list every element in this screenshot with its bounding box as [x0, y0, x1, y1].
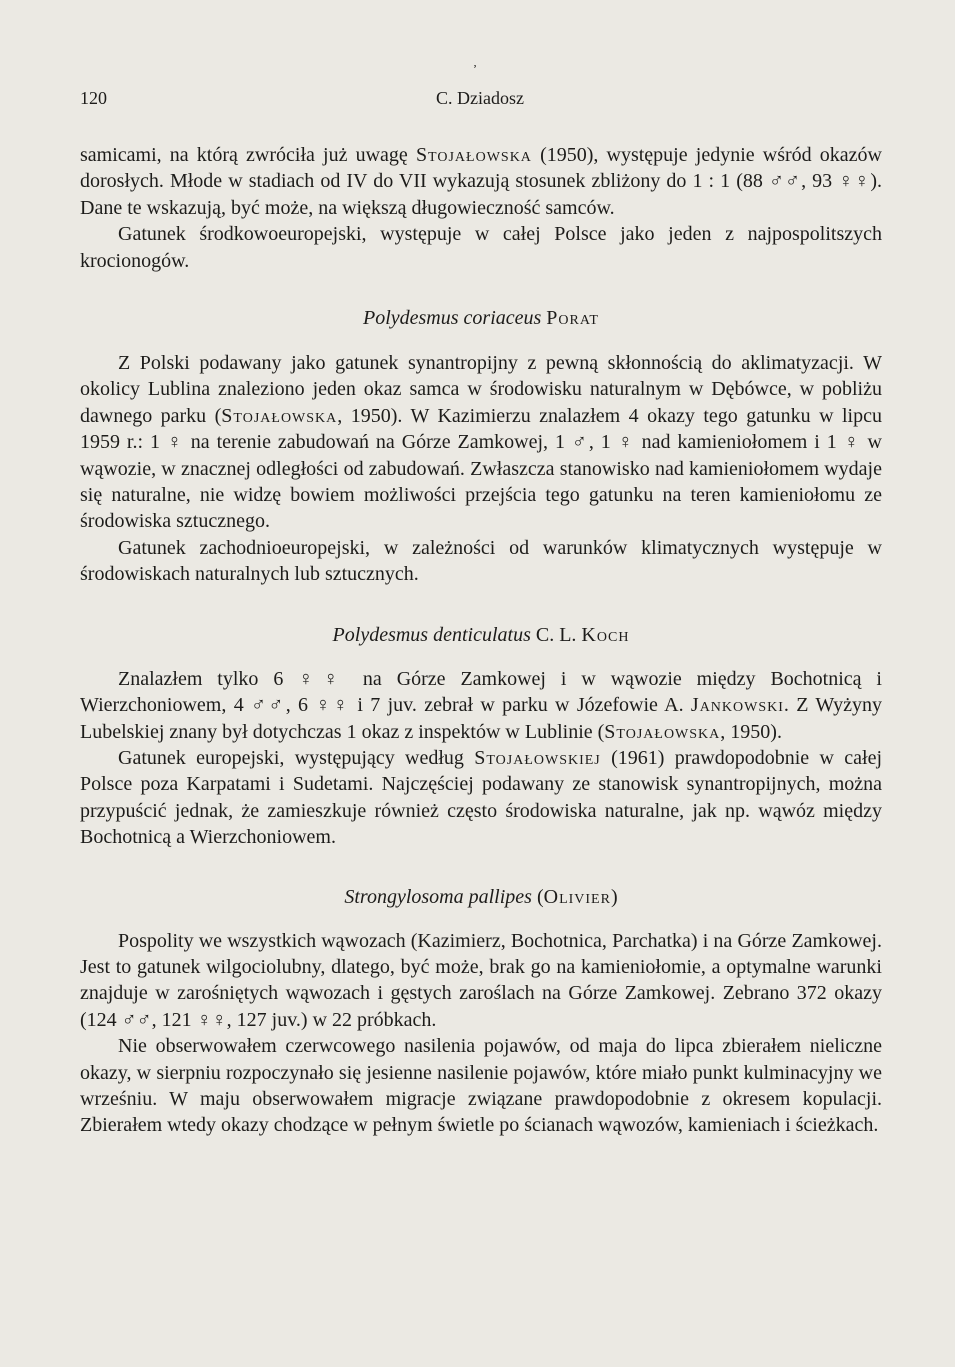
article-body: [80, 142, 882, 1139]
species-author: Koch: [581, 623, 630, 646]
text-run: (1961) prawdopodobnie w całej Polsce poza Karpatami i Sudetami. Najczęściej podawany ze stanowisk synantropijnych, można przypuścić jednak, że zamieszkuje również często środowiska naturalne, jak np. wąwóz między Bochotnicą a Wierzchoniowem.: [80, 746, 882, 849]
species-author: Porat: [546, 307, 599, 330]
species-name: Polydesmus coriaceus: [363, 307, 542, 330]
author-citation: Stojałowska: [415, 144, 532, 166]
text-run: . Z Wyżyny Lubelskiej znany był dotychczas 1 okaz z inspektów w Lublinie (: [80, 694, 882, 743]
paragraph: Gatunek środkowoeuropejski, występuje w całej Polsce jako jeden z najpospolitszych krocionogów.: [80, 223, 882, 272]
stray-mark: ʼ: [473, 62, 477, 76]
text-run: Gatunek europejski, występujący według: [118, 746, 475, 769]
species-author-initials: C. L.: [535, 623, 582, 646]
section-heading: Strongylosoma pallipes (Olivier): [344, 885, 618, 908]
author-citation: Jankowski: [690, 694, 784, 717]
page-number: 120: [80, 88, 107, 108]
running-title: C. Dziadosz: [436, 88, 524, 108]
section-heading: [80, 622, 882, 648]
species-author: Olivier: [543, 885, 611, 908]
text-run: , 1950).: [720, 720, 782, 743]
author-citation: Stojałowska: [221, 404, 338, 427]
author-citation: Stojałowska: [604, 720, 721, 743]
text-run: Znalazłem tylko 6 ♀♀ na Górze Zamkowej i w wąwozie między Bochotnicą i Wierzchoniowem, 4 ♂♂, 6 ♀♀ i 7 juv. zebrał w parku w Józefowie A.: [80, 667, 882, 717]
author-citation: Stojałowskiej: [474, 746, 601, 769]
paragraph: [80, 745, 882, 851]
species-name: Strongylosoma pallipes: [344, 885, 532, 908]
section-heading: [80, 305, 882, 331]
paragraph: [80, 350, 882, 535]
text-run: (1950), występuje jedynie wśród okazów dorosłych. Młode w stadiach od IV do VII wykazują stosunek zbliżony do 1 : 1 (88 ♂♂, 93 ♀♀). Dane te wskazują, być może, na większą długowieczność samców.: [80, 144, 882, 219]
species-name: Polydesmus denticulatus: [332, 623, 531, 646]
text-run: samicami, na którą zwróciła już uwagę: [80, 144, 416, 166]
paragraph: Nie obserwowałem czerwcowego nasilenia pojawów, od maja do lipca zbierałem nieliczne okazy, w sierpniu rozpoczynało się jesienne nasilenie pojawów, które miało punkt kulminacyjny we wrześniu. W maju obserwowałem migracje związane prawdopodobnie z okresem kopulacji. Zbierałem wtedy okazy chodzące w pełnym świetle po ścianach wąwozów, kamieniach i ścieżkach.: [80, 1035, 882, 1137]
paragraph: [80, 142, 882, 221]
paragraph: Gatunek zachodnioeuropejski, w zależności od warunków klimatycznych występuje w środowiskach naturalnych lub sztucznych.: [80, 536, 882, 586]
text-run: Z Polski podawany jako gatunek synantropijny z pewną skłonnością do aklimatyzacji. W okolicy Lublina znaleziono jeden okaz samca w środowisku naturalnym w Dębówce, w pobliżu dawnego parku (: [80, 352, 882, 427]
paragraph: Pospolity we wszystkich wąwozach (Kazimierz, Bochotnica, Parchatka) i na Górze Zamkowej. Jest to gatunek wilgociolubny, dlatego, być może, brak go na kamieniołomie, a optymalne warunki znajduje w zarośniętych wąwozach i gęstych zaroślach na Górze Zamkowej. Zebrano 372 okazy (124 ♂♂, 121 ♀♀, 127 juv.) w 22 próbkach.: [80, 929, 882, 1031]
page-header: [80, 88, 880, 116]
paragraph: [80, 666, 882, 745]
text-run: , 1950). W Kazimierzu znalazłem 4 okazy tego gatunku w lipcu 1959 r.: 1 ♀ na terenie zabudowań na Górze Zamkowej, 1 ♂, 1 ♀ nad kamieniołomem i 1 ♀ w wąwozie, w znacznej odległości od zabudowań. Zwłaszcza stanowisko nad kamieniołomem wydaje się naturalne, nie widzę bowiem możliwości przejścia tego gatunku na teren kamieniołomu ze środowiska sztucznego.: [80, 404, 882, 533]
